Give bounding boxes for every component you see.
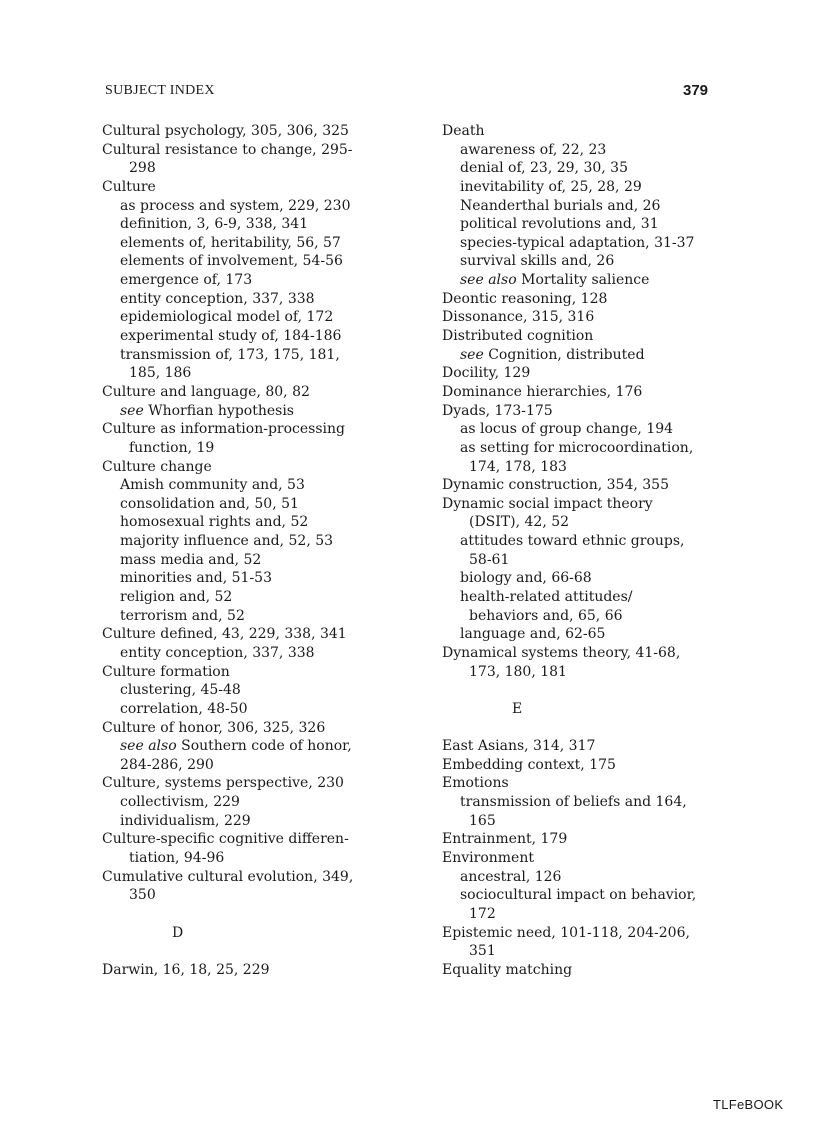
index-column-left [102,122,402,979]
index-continuation: behaviors and, 65, 66 [469,607,623,624]
index-subentry: as locus of group change, 194 [460,421,674,438]
index-entry: Docility, 129 [442,365,531,382]
footer-watermark: TLFeBOOK [713,1097,784,1112]
index-entry: Embedding context, 175 [442,756,616,773]
index-entry: East Asians, 314, 317 [442,738,596,755]
index-entry: Deontic reasoning, 128 [442,290,608,307]
index-entry: Culture [102,178,156,195]
index-subentry: epidemiological model of, 172 [120,309,334,326]
index-entry: Cultural resistance to change, 295- [102,141,353,158]
index-continuation: (DSIT), 42, 52 [469,514,570,531]
index-continuation: 172 [469,905,496,922]
index-subentry: language and, 62-65 [460,626,606,643]
index-subentry: awareness of, 22, 23 [460,141,607,158]
index-entry: Culture defined, 43, 229, 338, 341 [102,626,347,643]
index-subentry: transmission of, 173, 175, 181, [120,346,340,363]
index-entry: Dynamical systems theory, 41-68, [442,644,681,661]
index-entry: Culture change [102,458,212,475]
cross-reference-target: Mortality salience [521,272,650,289]
index-subentry: health-related attitudes/ [460,589,633,606]
index-subentry: survival skills and, 26 [460,253,615,270]
cross-reference-label: see also [460,272,517,289]
spacer [102,942,402,961]
index-entry: Environment [442,849,534,866]
index-entry: Equality matching [442,961,573,978]
index-subentry: mass media and, 52 [120,551,262,568]
cross-reference-label: see [460,346,484,363]
index-entry: Culture as information-processing [102,421,345,438]
index-continuation: 173, 180, 181 [469,663,567,680]
index-subentry: religion and, 52 [120,589,233,606]
index-entry: Death [442,123,485,139]
index-subentry: transmission of beliefs and 164, [460,794,687,811]
index-entry: Emotions [442,775,509,792]
index-subentry: homosexual rights and, 52 [120,514,309,531]
index-entry: Culture of honor, 306, 325, 326 [102,719,326,736]
cross-reference-target: Cognition, distributed [488,346,645,363]
index-subentry: 284-286, 290 [120,756,214,773]
index-entry: Dominance hierarchies, 176 [442,383,643,400]
index-entry: Cumulative cultural evolution, 349, [102,868,354,885]
index-entry: Cultural psychology, 305, 306, 325 [102,123,349,139]
index-entry: Dyads, 173-175 [442,402,553,419]
index-subentry: consolidation and, 50, 51 [120,495,299,512]
index-subentry [102,402,402,421]
index-continuation: 351 [469,943,496,960]
index-column-right [442,122,742,979]
index-subentry: collectivism, 229 [120,794,240,811]
cross-reference-label: see also [120,738,177,755]
index-entry: Darwin, 16, 18, 25, 229 [102,961,270,978]
index-subentry: sociocultural impact on behavior, [460,887,697,904]
index-entry: Dynamic social impact theory [442,495,653,512]
cross-reference-target: Whorfian hypothesis [148,402,294,419]
index-subentry: species-typical adaptation, 31-37 [460,234,695,251]
index-subentry: clustering, 45-48 [120,682,241,699]
index-subentry: as process and system, 229, 230 [120,197,351,214]
index-entry: Epistemic need, 101-118, 204-206, [442,924,690,941]
index-subentry: individualism, 229 [120,812,251,829]
index-subentry: as setting for microcoordination, [460,439,694,456]
index-continuation: 185, 186 [129,365,192,382]
spacer [442,681,742,700]
index-subentry: entity conception, 337, 338 [120,290,315,307]
section-letter: D [172,924,184,941]
running-head: SUBJECT INDEX [105,83,215,98]
index-subentry: entity conception, 337, 338 [120,644,315,661]
index-continuation: tiation, 94-96 [129,849,225,866]
index-continuation: 298 [129,160,156,177]
index-entry: Culture-specific cognitive differen- [102,831,349,848]
index-subentry: biology and, 66-68 [460,570,592,587]
index-subentry: definition, 3, 6-9, 338, 341 [120,216,309,233]
index-subentry [442,346,742,365]
index-entry: Dissonance, 315, 316 [442,309,595,326]
index-subentry: elements of involvement, 54-56 [120,253,343,270]
index-subentry: emergence of, 173 [120,272,253,289]
index-entry: Culture formation [102,663,230,680]
spacer [102,905,402,924]
index-subentry: majority influence and, 52, 53 [120,533,334,550]
index-entry: Culture and language, 80, 82 [102,383,310,400]
page-number: 379 [683,82,709,99]
index-continuation: 165 [469,812,496,829]
index-subentry: experimental study of, 184-186 [120,328,342,345]
index-subentry: Amish community and, 53 [120,477,305,494]
index-continuation: 350 [129,887,156,904]
section-letter: E [512,700,523,717]
index-entry: Entrainment, 179 [442,831,568,848]
cross-reference-target: Southern code of honor, [181,738,352,755]
index-subentry: political revolutions and, 31 [460,216,659,233]
index-subentry: minorities and, 51-53 [120,570,272,587]
index-entry: Distributed cognition [442,328,594,345]
index-subentry: inevitability of, 25, 28, 29 [460,178,642,195]
index-entry: Culture, systems perspective, 230 [102,775,344,792]
index-continuation: function, 19 [129,439,215,456]
index-entry: Dynamic construction, 354, 355 [442,477,669,494]
index-subentry: attitudes toward ethnic groups, [460,533,685,550]
index-subentry: ancestral, 126 [460,868,562,885]
index-subentry: Neanderthal burials and, 26 [460,197,661,214]
index-subentry [442,271,742,290]
index-continuation: 174, 178, 183 [469,458,567,475]
index-subentry: elements of, heritability, 56, 57 [120,234,341,251]
index-subentry [102,737,402,756]
index-subentry: terrorism and, 52 [120,607,245,624]
cross-reference-label: see [120,402,144,419]
index-continuation: 58-61 [469,551,510,568]
index-subentry: denial of, 23, 29, 30, 35 [460,160,628,177]
spacer [442,719,742,738]
index-subentry: correlation, 48-50 [120,700,248,717]
